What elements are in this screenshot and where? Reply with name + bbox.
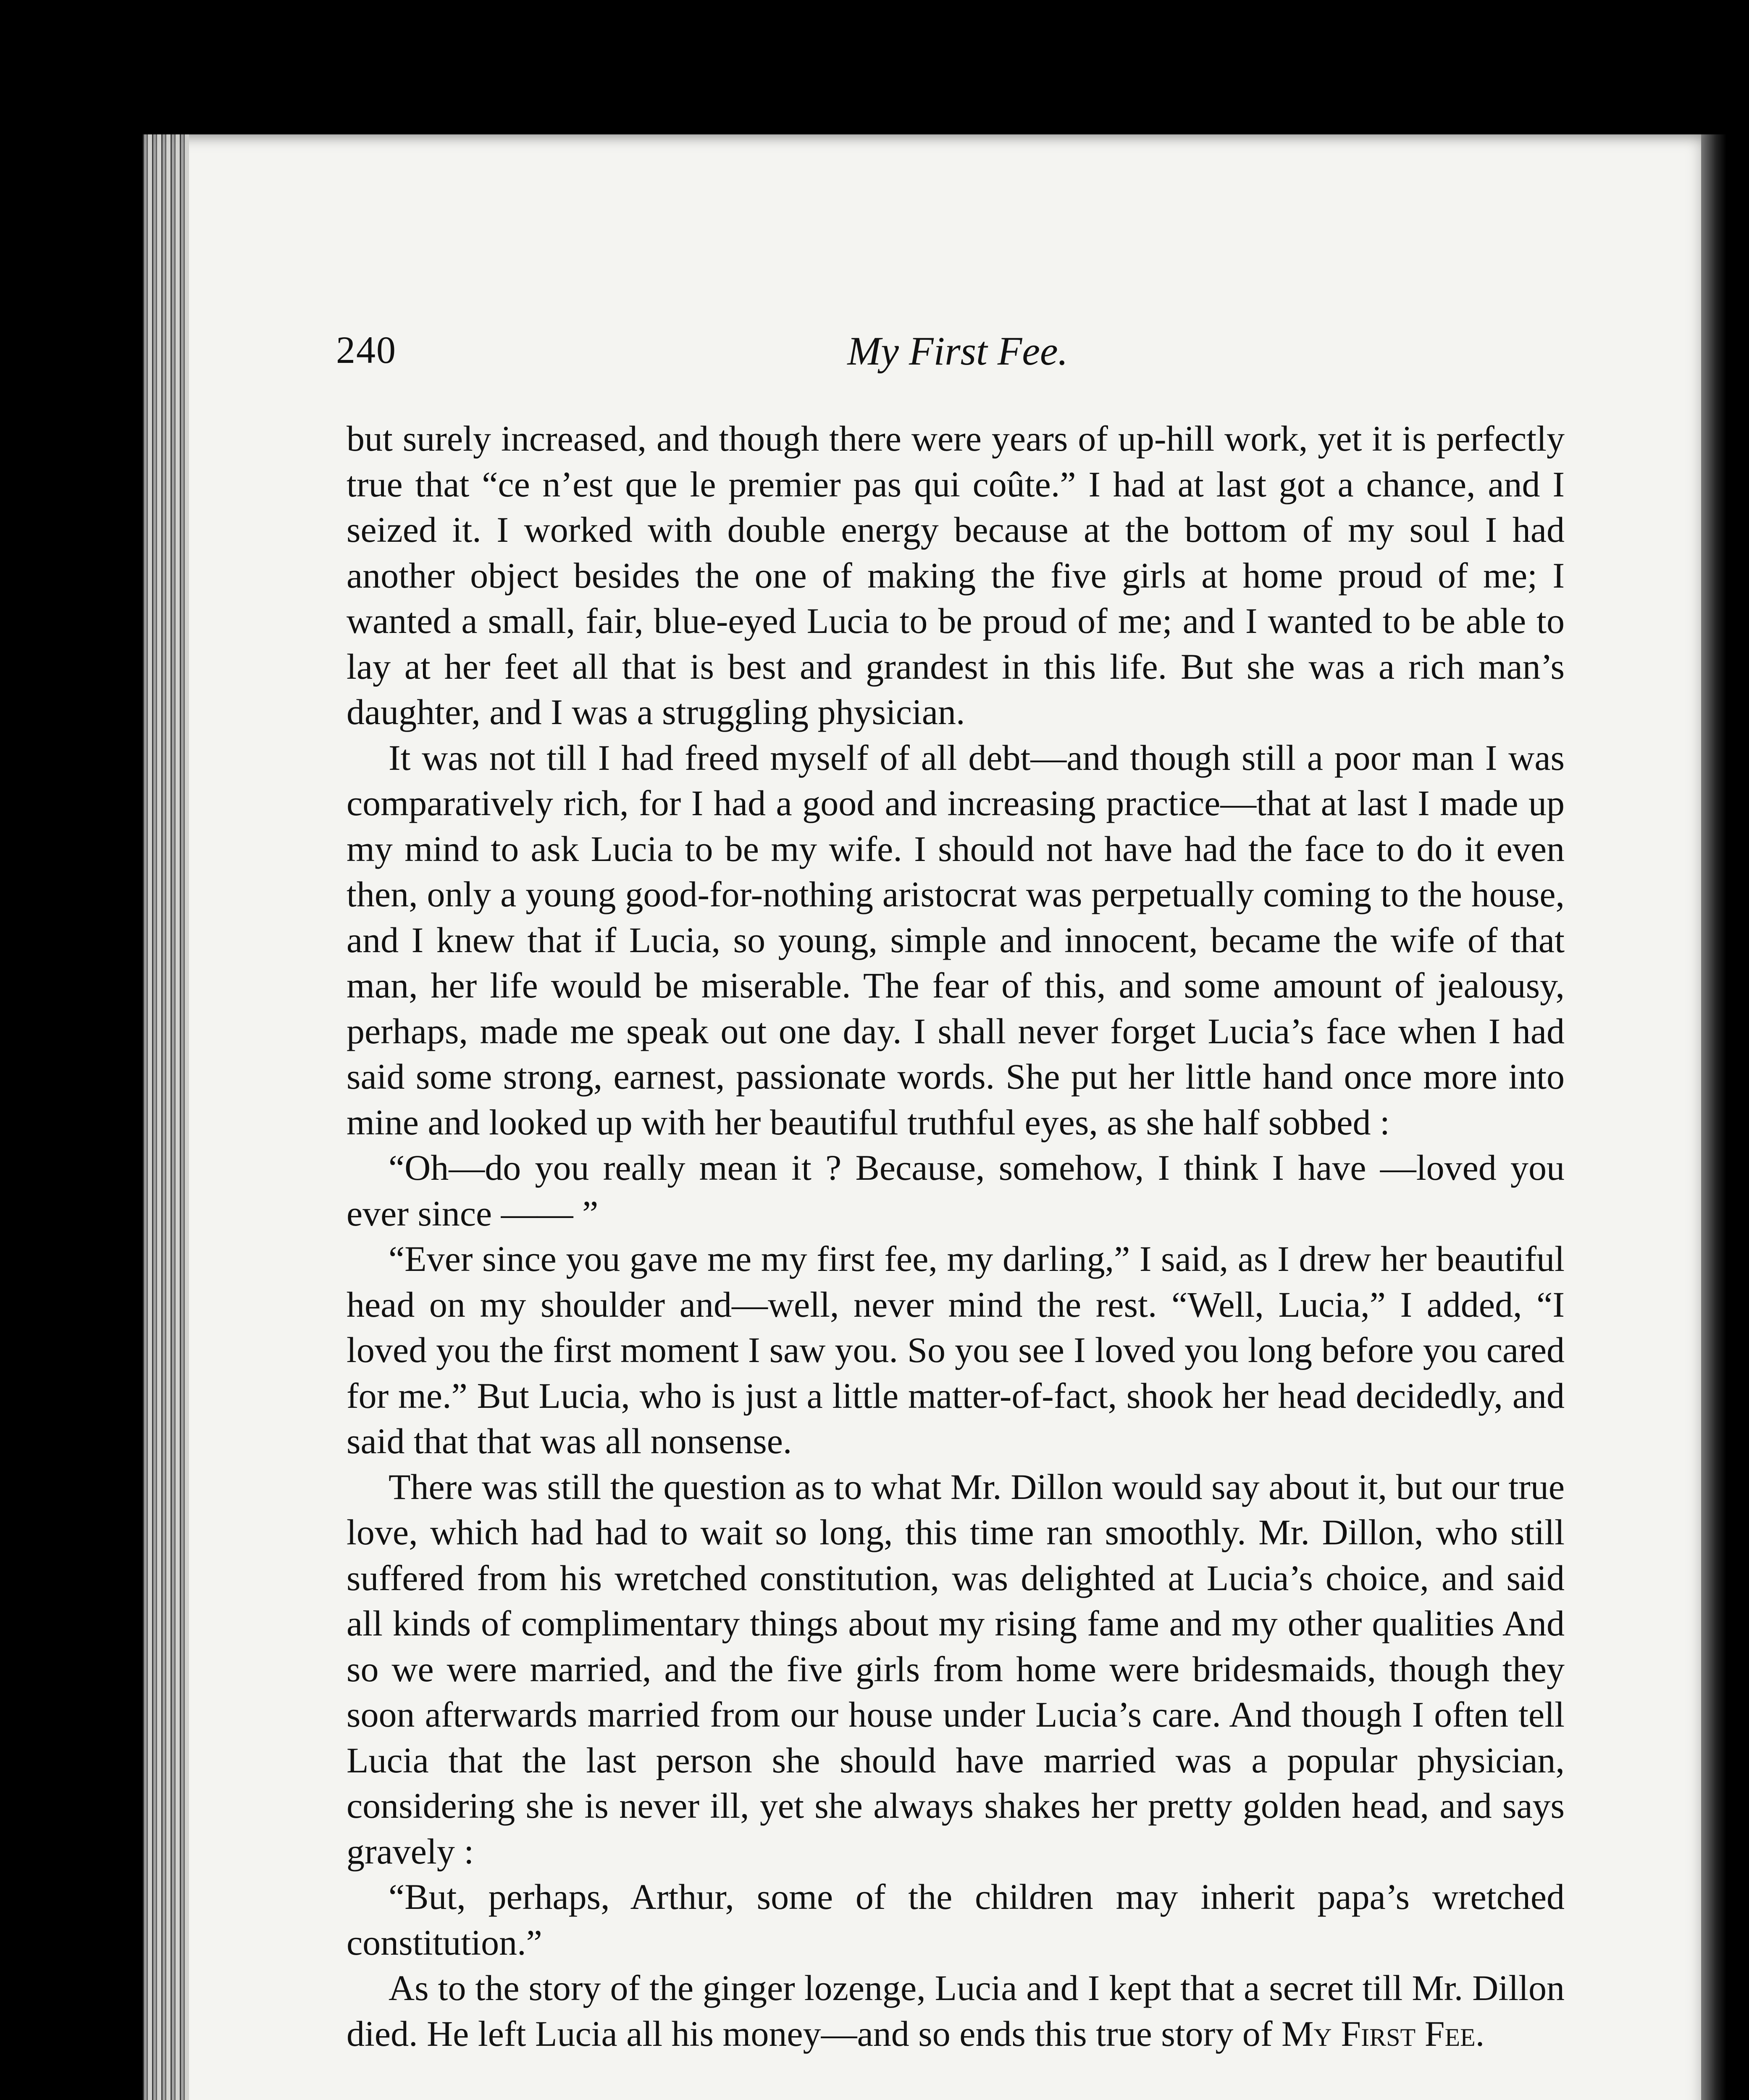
paragraph-3: “Oh—do you really mean it ? Because, somehow, I think I have —loved you ever since —— ” [347, 1147, 1565, 1234]
paragraph-1: but surely increased, and though there were years of up-hill work, yet it is perfectly true that “ce n’est que le premier pas qui coûte.” I had at last got a chance, and I seized it. I worked with double energy because at the bottom of my soul I had another object besides the one of making the five girls at home proud of me; I wanted a small, fair, blue-eyed Lucia to be proud of me; and I wanted to be able to lay at her feet all that is best and grandest in this life. But she was a rich man’s daughter, and I was a struggling physician. [347, 418, 1565, 732]
paragraph-2: It was not till I had freed myself of all debt—and though still a poor man I was comparatively rich, for I had a good and increasing practice—that at last I made up my mind to ask Lucia to be my wife. I should not have had the face to do it even then, only a young good-for-nothing aristocrat was perpetually coming to the house, and I knew that if Lucia, so young, simple and innocent, became the wife of that man, her life would be miserable. The fear of this, and some amount of jealousy, perhaps, made me speak out one day. I shall never forget Lucia’s face when I had said some strong, earnest, passionate words. She put her little hand once more into mine and looked up with her beautiful truthful eyes, as she half sobbed : [347, 737, 1565, 1142]
paragraph-5: There was still the question as to what Mr. Dillon would say about it, but our true love, which had had to wait so long, this time ran smoothly. Mr. Dillon, who still suffered from his wretched constitution, was delighted at Lucia’s choice, and said all kinds of complimentary things about my rising fame and my other qualities And so we were married, and the five girls from home were bridesmaids, though they soon afterwards married from our house under Lucia’s care. And though I often tell Lucia that the last person she should have married was a popular physician, considering she is never ill, yet she always shakes her pretty golden head, and says gravely : [347, 1466, 1565, 1872]
paragraph-7 [347, 1965, 1565, 2056]
body-text [347, 416, 1565, 2056]
paragraph-4: “Ever since you gave me my first fee, my darling,” I said, as I drew her beautiful head on my shoulder and—well, never mind the rest. “Well, Lucia,” I added, “I loved you the first moment I saw you. So you see I loved you long before you cared for me.” But Lucia, who is just a little matter-of-fact, shook her head decidedly, and said that that was all nonsense. [347, 1239, 1565, 1461]
closing-title: My First Fee. [1281, 2013, 1485, 2054]
paragraph-6: “But, perhaps, Arthur, some of the children may inherit papa’s wretched constitution.” [347, 1877, 1565, 1963]
page-edge [1701, 134, 1726, 2100]
final-sentence: As to the story of the ginger lozenge, Lucia and I kept that a secret till Mr. Dillon died. He left Lucia all his money—and so ends this true story of [347, 1968, 1565, 2054]
page-header [336, 328, 1579, 386]
page-number: 240 [336, 328, 397, 371]
running-title: My First Fee. [847, 328, 1068, 373]
page-gutter [143, 134, 189, 2100]
